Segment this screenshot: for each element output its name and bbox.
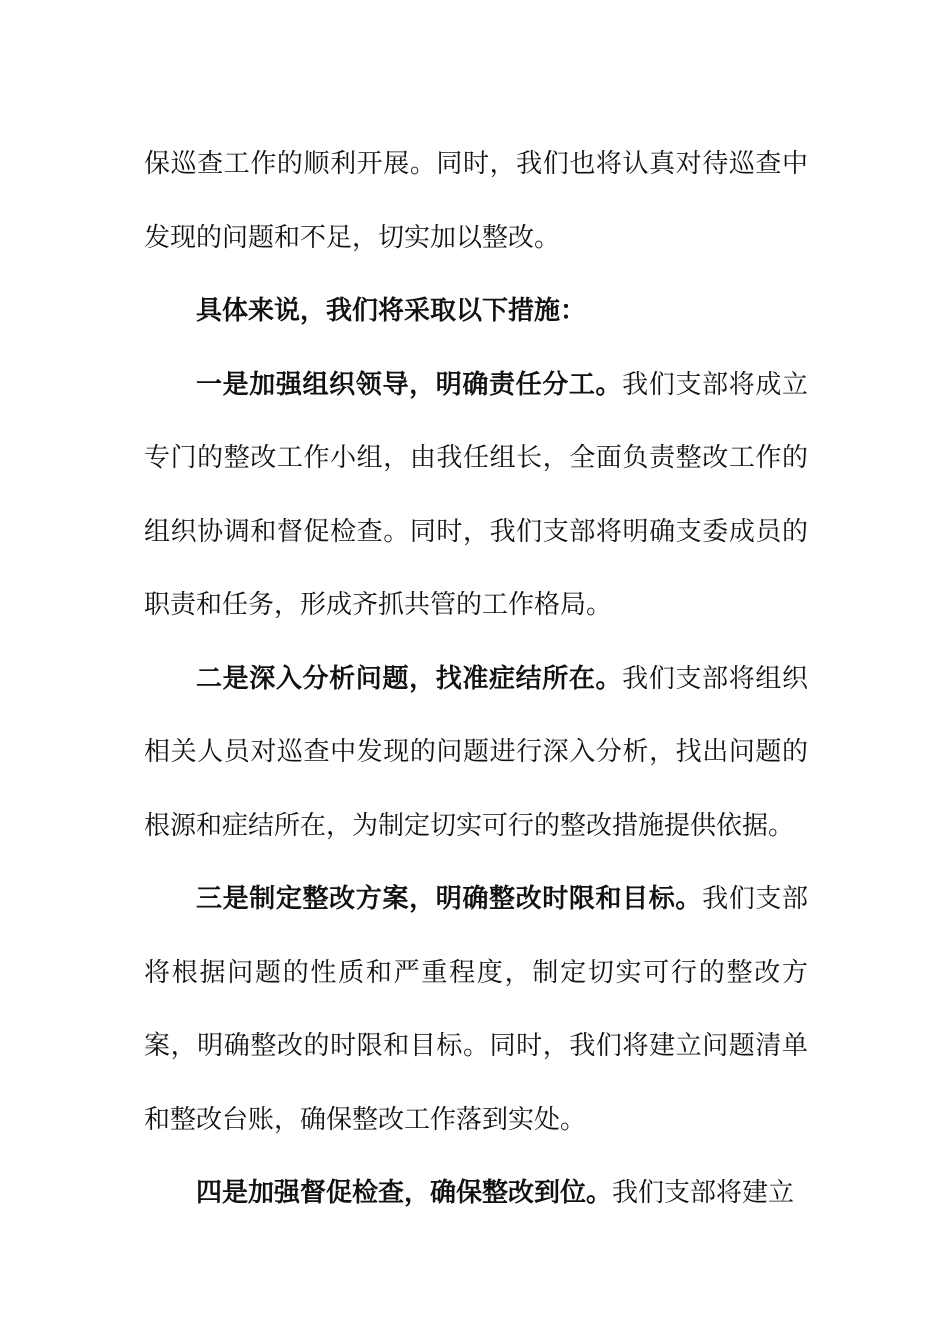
paragraph-measure-4 bbox=[144, 1157, 808, 1231]
paragraph-lead: 三是制定整改方案，明确整改时限和目标。 bbox=[196, 884, 703, 914]
paragraph-measures-intro bbox=[144, 275, 808, 349]
paragraph-text: 我们支部将根据问题的性质和严重程度，制定切实可行的整改方案，明确整改的时限和目标。同时，我们将建立问题清单和整改台账，确保整改工作落到实处。 bbox=[144, 884, 808, 1135]
paragraph-measure-3 bbox=[144, 863, 808, 1157]
paragraph-measure-2 bbox=[144, 643, 808, 864]
paragraph-text: 保巡查工作的顺利开展。同时，我们也将认真对待巡查中发现的问题和不足，切实加以整改。 bbox=[144, 149, 808, 253]
paragraph-lead: 二是深入分析问题，找准症结所在。 bbox=[196, 663, 623, 694]
paragraph-lead: 具体来说，我们将采取以下措施： bbox=[196, 296, 587, 326]
paragraph-lead: 一是加强组织领导，明确责任分工。 bbox=[196, 369, 623, 400]
paragraph-measure-1 bbox=[144, 349, 808, 643]
paragraph-continuation bbox=[144, 128, 808, 275]
paragraph-text: 我们支部将建立 bbox=[612, 1178, 795, 1208]
paragraph-text: 我们支部将成立专门的整改工作小组，由我任组长，全面负责整改工作的组织协调和督促检查。同时，我们支部将明确支委成员的职责和任务，形成齐抓共管的工作格局。 bbox=[144, 369, 808, 620]
paragraph-lead: 四是加强督促检查，确保整改到位。 bbox=[196, 1178, 613, 1208]
paragraph-text: 我们支部将组织相关人员对巡查中发现的问题进行深入分析，找出问题的根源和症结所在，为制定切实可行的整改措施提供依据。 bbox=[144, 663, 808, 841]
document-body bbox=[144, 128, 808, 1231]
